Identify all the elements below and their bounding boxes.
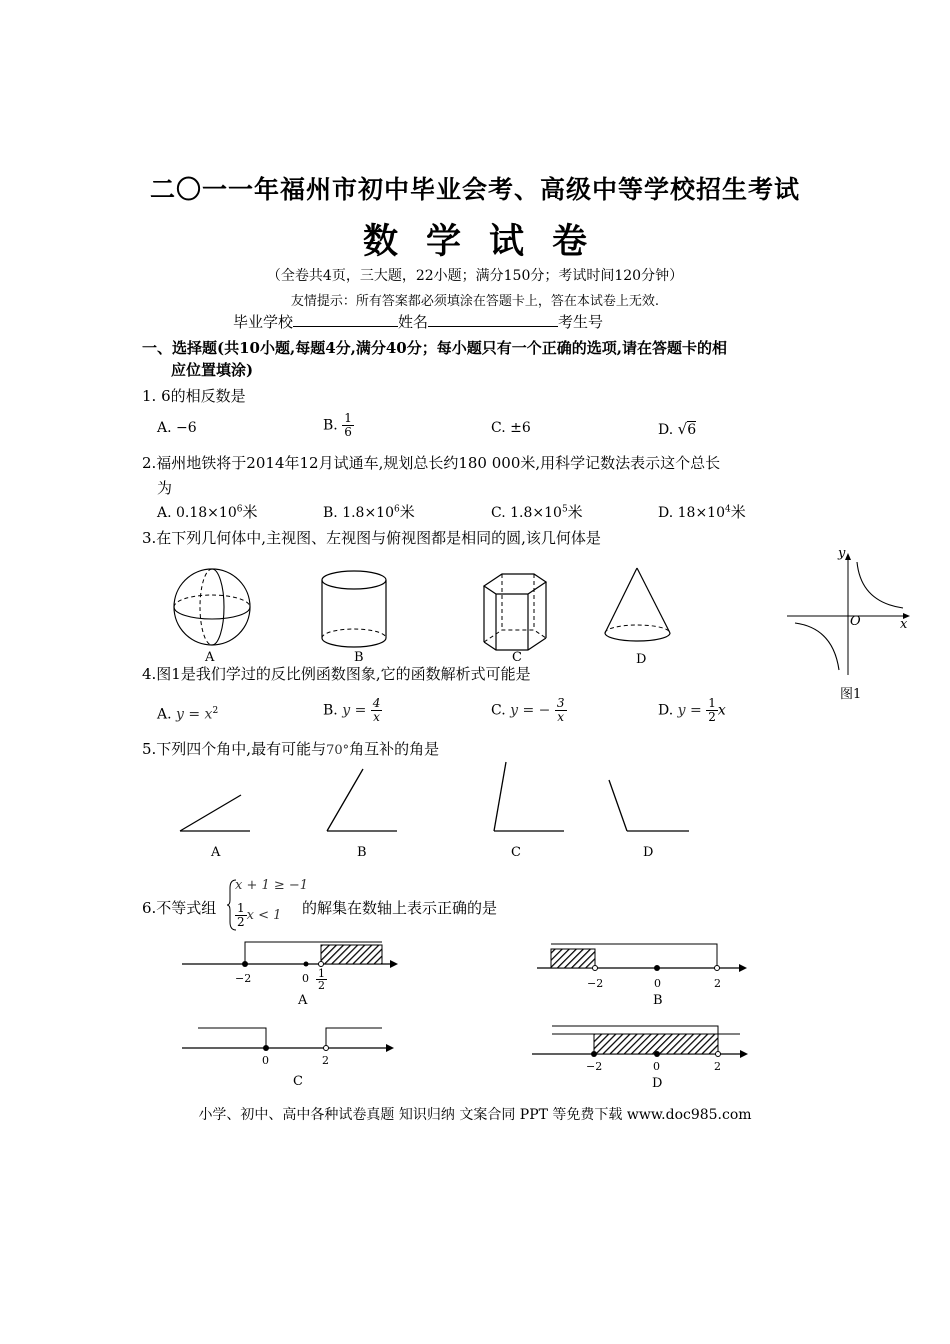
footer-text: 小学、初中、高中各种试卷真题 知识归纳 文案合同 PPT 等免费下载 www.doc985.com	[198, 1107, 752, 1123]
q6a-tick-neg2: −2	[235, 972, 252, 985]
q1-stem: 1. 6的相反数是	[142, 387, 246, 405]
section-title-cont: 应位置填涂)	[171, 361, 254, 379]
q3-stem: 3.在下列几何体中,主视图、左视图与俯视图都是相同的圆,该几何体是	[142, 529, 601, 547]
q6b-tick-0: 0	[654, 977, 661, 990]
q3-cone-figure	[603, 565, 675, 649]
q5-label-d: D	[643, 845, 654, 860]
q1-option-b: B. $\frac{1}{6}$	[323, 411, 352, 439]
name-blank[interactable]	[428, 311, 558, 327]
q5-label-a: A	[211, 845, 221, 860]
q5-angle-d	[607, 778, 693, 836]
q4-option-d: D. y = $\frac{1}{2}$ x	[658, 696, 726, 724]
q3-label-d: D	[636, 652, 647, 667]
q4-option-c: C. y = − $\frac{3}{x}$	[491, 696, 565, 724]
q6-numberline-d	[530, 1020, 750, 1060]
fig1-caption: 图1	[840, 687, 862, 702]
q3-sphere-figure	[170, 565, 254, 649]
q2-option-d: D. $18\times 10^4$米	[658, 503, 746, 521]
exam-tip: 友情提示：所有答案都必须填涂在答题卡上，答在本试卷上无效.	[290, 294, 660, 309]
q1-option-c: C. ±6	[491, 420, 531, 436]
q4-option-a: A. $y = x^2$	[157, 706, 219, 723]
q6b-tick-2: 2	[714, 977, 721, 990]
q2-option-a: A. $0.18\times 10^6$米	[157, 503, 258, 521]
q6d-tick-neg2: −2	[586, 1060, 603, 1073]
q6d-tick-2: 2	[714, 1060, 721, 1073]
exam-info: （全卷共4页，三大题，22小题；满分150分；考试时间120分钟）	[266, 268, 684, 284]
student-fields: 毕业学校 姓名 考生号	[233, 313, 604, 331]
q6d-tick-0: 0	[653, 1060, 660, 1073]
q5-label-b: B	[357, 845, 367, 860]
exam-subtitle: 数 学 试 卷	[362, 221, 588, 262]
q6-inequality-1: x + 1 ≥ −1	[235, 878, 309, 893]
q4-stem: 4.图1是我们学过的反比例函数图象,它的函数解析式可能是	[142, 665, 531, 683]
exam-title: 二〇一一年福州市初中毕业会考、高级中等学校招生考试	[149, 175, 800, 204]
q2-option-c: C. $1.8\times 10^5$米	[491, 503, 583, 521]
q6-stem-post: 的解集在数轴上表示正确的是	[302, 899, 498, 917]
q1-option-d: D. √6	[658, 420, 697, 438]
q6-numberline-b	[535, 940, 755, 976]
q3-label-a: A	[205, 650, 215, 665]
q6a-tick-0: 0	[302, 972, 309, 985]
q6-label-b: B	[653, 993, 663, 1008]
q3-label-c: C	[512, 650, 522, 665]
q6a-tick-half: $\frac{1}{2}$	[318, 967, 325, 992]
q3-cylinder-figure	[320, 570, 392, 654]
fig1-y-label: y	[838, 546, 846, 561]
q6b-tick-neg2: −2	[587, 977, 604, 990]
q5-label-c: C	[511, 845, 521, 860]
q2-stem-cont: 为	[157, 479, 173, 497]
q6-label-a: A	[298, 993, 308, 1008]
fig1-x-label: x	[900, 617, 908, 632]
q4-option-b: B. y = $\frac{4}{x}$	[323, 696, 381, 724]
q6-numberline-c	[180, 1022, 402, 1056]
q6-label-c: C	[293, 1074, 303, 1089]
q6-inequality-2: $\frac{1}{2}$ x < 1	[237, 901, 282, 929]
q6-stem-pre: 6.不等式组	[142, 899, 217, 917]
q5-stem: 5.下列四个角中,最有可能与70°角互补的角是	[142, 740, 440, 758]
q5-angle-b	[325, 766, 401, 836]
q2-stem: 2.福州地铁将于2014年12月试通车,规划总长约180 000米,用科学记数法表示这个总长	[142, 454, 721, 472]
q1-option-a: A. −6	[157, 420, 197, 436]
q3-label-b: B	[354, 650, 364, 665]
fig1-origin-label: O	[850, 614, 861, 629]
q6-numberline-a	[180, 938, 402, 978]
q5-angle-c	[492, 760, 568, 836]
section-title: 一、选择题(共10小题,每题4分,满分40分；每小题只有一个正确的选项,请在答题卡的相	[142, 339, 727, 357]
q6-label-d: D	[652, 1076, 663, 1091]
q6c-tick-2: 2	[322, 1054, 329, 1067]
q6c-tick-0: 0	[262, 1054, 269, 1067]
school-blank[interactable]	[293, 311, 398, 327]
q3-prism-figure	[480, 570, 552, 654]
q5-angle-a	[178, 793, 254, 835]
q2-option-b: B. $1.8\times 10^6$米	[323, 503, 415, 521]
